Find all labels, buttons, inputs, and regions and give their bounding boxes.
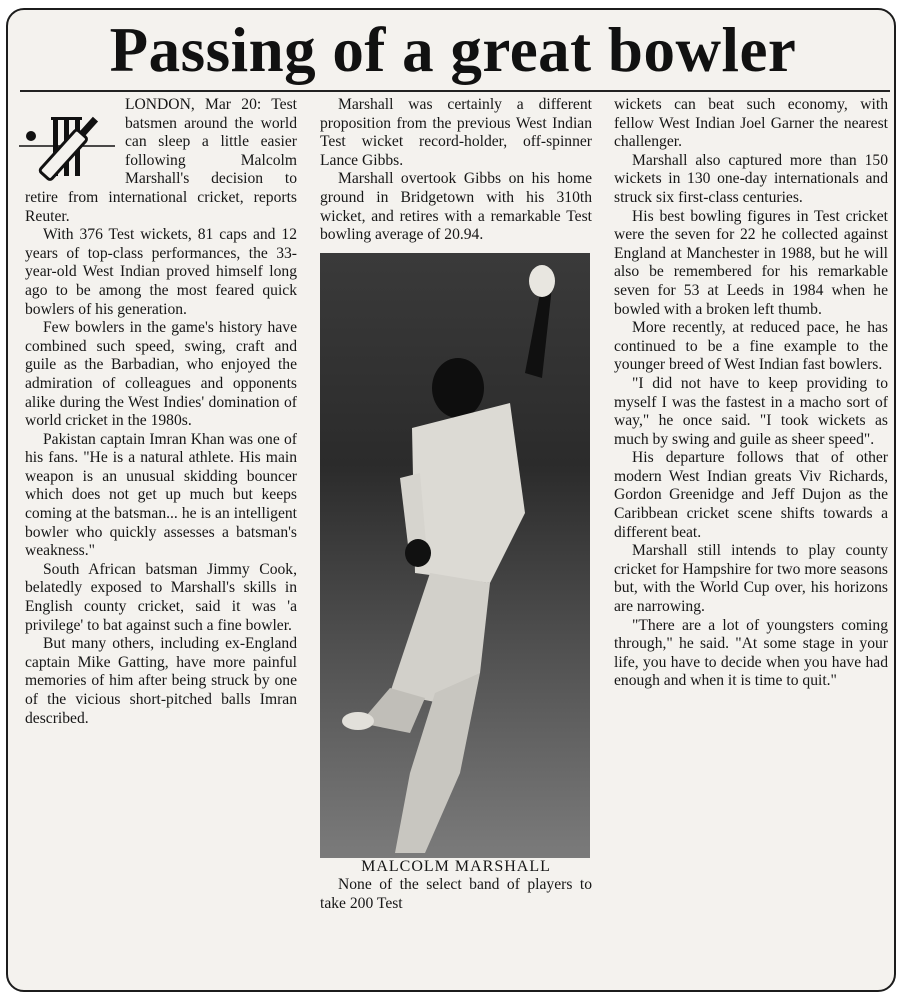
- paragraph: His departure follows that of other modern West Indian greats Viv Richards, Gordon Greenidge and Jeff Dujon as the Caribbean cricket scene shifts towards a different beat.: [614, 449, 888, 541]
- article-column-1: [25, 96, 297, 728]
- paragraph: LONDON, Mar 20: Test batsmen around the world can sleep a little easier following Malcolm Marshall's decision to retire from international cricket, reports Reuter.: [25, 96, 297, 225]
- paragraph: But many others, including ex-England captain Mike Gatting, have more painful memories of him after being struck by one of the vicious short-pitched balls Imran described.: [25, 635, 297, 727]
- paragraph: "I did not have to keep providing to myself I was the fastest in a macho sort of way," he once said. "I took wickets as much by swing and guile as sheer speed".: [614, 374, 888, 448]
- paragraph: wickets can beat such economy, with fellow West Indian Joel Garner the nearest challenger.: [614, 96, 888, 151]
- paragraph: Marshall was certainly a different proposition from the previous West Indian Test wicket record-holder, off-spinner Lance Gibbs.: [320, 96, 592, 169]
- paragraph: "There are a lot of youngsters coming through," he said. "At some stage in your life, you have to decide when you have had enough and when it is time to quit.": [614, 616, 888, 690]
- article-column-2: [320, 96, 592, 914]
- paragraph: Marshall overtook Gibbs on his home ground in Bridgetown with his 310th wicket, and retires with a remarkable Test bowling average of 20.94.: [320, 170, 592, 244]
- paragraph: Marshall still intends to play county cricket for Hampshire for two more seasons but, with the World Cup over, his horizons are narrowing.: [614, 542, 888, 616]
- bowler-figure: [320, 253, 590, 858]
- bowler-photo: [320, 253, 590, 858]
- paragraph: More recently, at reduced pace, he has continued to be a fine example to the younger breed of West Indian fast bowlers.: [614, 319, 888, 374]
- paragraph: With 376 Test wickets, 81 caps and 12 years of top-class performances, the 33-year-old West Indian proved himself long ago to be among the most feared quick bowlers of his generation.: [25, 226, 297, 318]
- paragraph: Marshall also captured more than 150 wickets in 130 one-day internationals and struck six first-class centuries.: [614, 151, 888, 206]
- cricket-icon: [19, 106, 115, 186]
- paragraph: South African batsman Jimmy Cook, belatedly exposed to Marshall's skills in English county cricket, said it was 'a privilege' to bat against such a fine bowler.: [25, 560, 297, 634]
- paragraph: Few bowlers in the game's history have combined such speed, swing, craft and guile as the Barbadian, who enjoyed the admiration of colleagues and opponents alike during the West Indies' domination of world cricket in the 1980s.: [25, 319, 297, 430]
- headline-rule: [20, 90, 890, 92]
- paragraph: His best bowling figures in Test cricket were the seven for 22 he collected against England at Manchester in 1988, but he will also be remembered for his remarkable seven for 53 at Leeds in 1984 when he bowled with a broken left thumb.: [614, 207, 888, 318]
- paragraph: None of the select band of players to take 200 Test: [320, 876, 592, 912]
- article-column-3: [614, 96, 888, 691]
- headline: Passing of a great bowler: [109, 15, 797, 85]
- photo-caption: MALCOLM MARSHALL: [361, 857, 551, 875]
- paragraph: Pakistan captain Imran Khan was one of his fans. "He is a natural athlete. His main weapon is an unusual skidding bouncer which does not get up much but keeps coming at the batsman... he is an intelligent bowler who quickly assesses a batsman's weakness.": [25, 430, 297, 560]
